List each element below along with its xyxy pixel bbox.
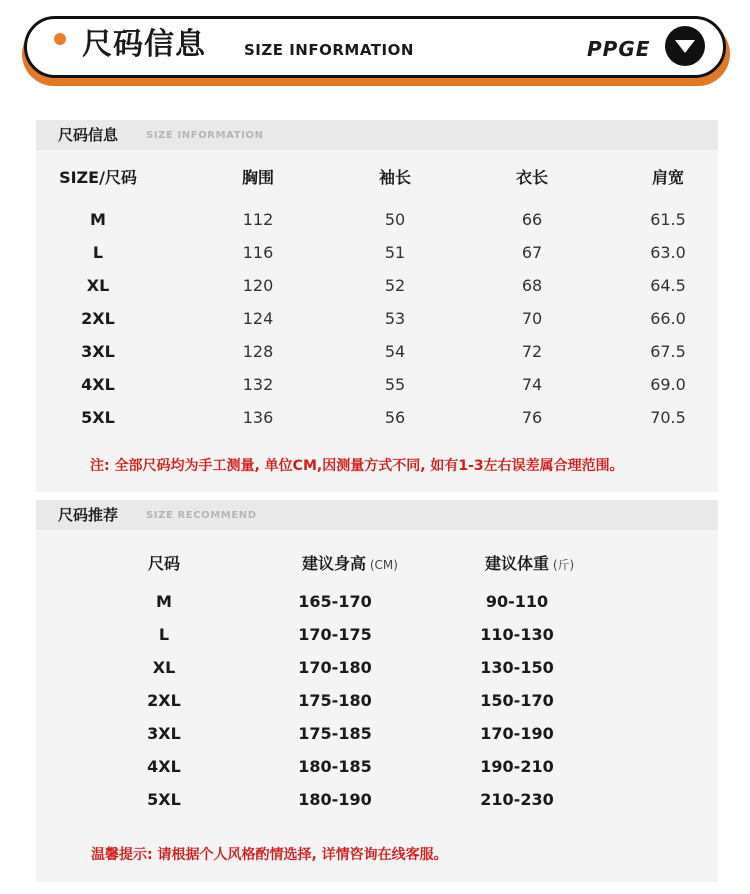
size-info-header-cell: 胸围 [241, 168, 274, 187]
size-label-cell: 4XL [147, 757, 181, 776]
measurement-cell: 132 [242, 375, 274, 394]
measurement-cell: 54 [384, 342, 406, 361]
size-recommend-panel [36, 500, 718, 882]
measurement-cell: 124 [242, 309, 274, 328]
weight-range-cell: 110-130 [480, 625, 554, 644]
header-label: 尺码 [147, 554, 180, 573]
height-range-cell: 170-175 [298, 625, 372, 644]
page-title: 尺码信息 [82, 27, 206, 62]
measurement-cell: 56 [384, 408, 406, 427]
bullet-dot-icon [54, 33, 66, 45]
size-recommend-section-subtitle: SIZE RECOMMEND [146, 510, 257, 521]
size-recommend-header-cell [485, 554, 645, 575]
measurement-cell: 136 [242, 408, 274, 427]
measurement-cell: 63.0 [650, 243, 686, 262]
header-label: 建议身高 [302, 554, 367, 573]
size-label-cell: 5XL [147, 790, 181, 809]
size-info-header-cell: 袖长 [378, 168, 411, 187]
size-label-cell: XL [152, 658, 176, 677]
height-range-cell: 175-180 [298, 691, 372, 710]
size-label-cell: 4XL [81, 375, 115, 394]
measurement-cell: 64.5 [650, 276, 686, 295]
page-subtitle: SIZE INFORMATION [244, 41, 414, 59]
measurement-cell: 76 [521, 408, 543, 427]
measurement-cell: 69.0 [650, 375, 686, 394]
size-recommend-section-title: 尺码推荐 [58, 506, 119, 524]
size-label-cell: M [156, 592, 172, 611]
height-range-cell: 170-180 [298, 658, 372, 677]
measurement-cell: 51 [384, 243, 406, 262]
measurement-cell: 67.5 [650, 342, 686, 361]
size-label-cell: 3XL [147, 724, 181, 743]
measurement-cell: 128 [242, 342, 274, 361]
header-unit: (斤) [549, 558, 575, 572]
size-label-cell: XL [86, 276, 110, 295]
measurement-cell: 50 [384, 210, 406, 229]
size-info-header-cell: 肩宽 [651, 168, 684, 187]
header-unit: (CM) [366, 558, 398, 572]
measurement-cell: 55 [384, 375, 406, 394]
height-range-cell: 180-190 [298, 790, 372, 809]
weight-range-cell: 150-170 [480, 691, 554, 710]
height-range-cell: 175-185 [298, 724, 372, 743]
weight-range-cell: 190-210 [480, 757, 554, 776]
height-range-cell: 180-185 [298, 757, 372, 776]
measurement-cell: 52 [384, 276, 406, 295]
header-label: 建议体重 [485, 554, 550, 573]
size-info-header-cell: 衣长 [515, 168, 548, 187]
size-label-cell: 3XL [81, 342, 115, 361]
brand-logo: PPGE [587, 37, 651, 61]
measurement-cell: 61.5 [650, 210, 686, 229]
size-info-note: 注: 全部尺码均为手工测量, 单位CM,因测量方式不同, 如有1-3左右误差属合理范围。 [90, 458, 624, 474]
size-recommend-header-cell [84, 554, 244, 574]
weight-range-cell: 90-110 [485, 592, 549, 611]
size-info-section-header [36, 120, 718, 150]
size-recommend-note: 温馨提示: 请根据个人风格酌情选择, 详情咨询在线客服。 [91, 847, 448, 863]
size-info-header-cell: SIZE/尺码 [59, 168, 137, 187]
measurement-cell: 72 [521, 342, 543, 361]
size-label-cell: L [158, 625, 170, 644]
size-info-panel [36, 120, 718, 492]
size-label-cell: 2XL [81, 309, 115, 328]
measurement-cell: 74 [521, 375, 543, 394]
size-label-cell: 5XL [81, 408, 115, 427]
weight-range-cell: 130-150 [480, 658, 554, 677]
measurement-cell: 53 [384, 309, 406, 328]
size-info-section-title: 尺码信息 [58, 126, 119, 144]
measurement-cell: 120 [242, 276, 274, 295]
measurement-cell: 70.5 [650, 408, 686, 427]
size-label-cell: 2XL [147, 691, 181, 710]
size-recommend-section-header [36, 500, 718, 530]
measurement-cell: 67 [521, 243, 543, 262]
measurement-cell: 112 [242, 210, 274, 229]
size-label-cell: L [92, 243, 104, 262]
size-label-cell: M [90, 210, 106, 229]
weight-range-cell: 170-190 [480, 724, 554, 743]
measurement-cell: 70 [521, 309, 543, 328]
size-info-section-subtitle: SIZE INFORMATION [146, 130, 264, 141]
chevron-down-icon [665, 26, 705, 66]
size-recommend-header-cell [302, 554, 462, 575]
measurement-cell: 116 [242, 243, 274, 262]
measurement-cell: 66.0 [650, 309, 686, 328]
height-range-cell: 165-170 [298, 592, 372, 611]
measurement-cell: 66 [521, 210, 543, 229]
measurement-cell: 68 [521, 276, 543, 295]
weight-range-cell: 210-230 [480, 790, 554, 809]
